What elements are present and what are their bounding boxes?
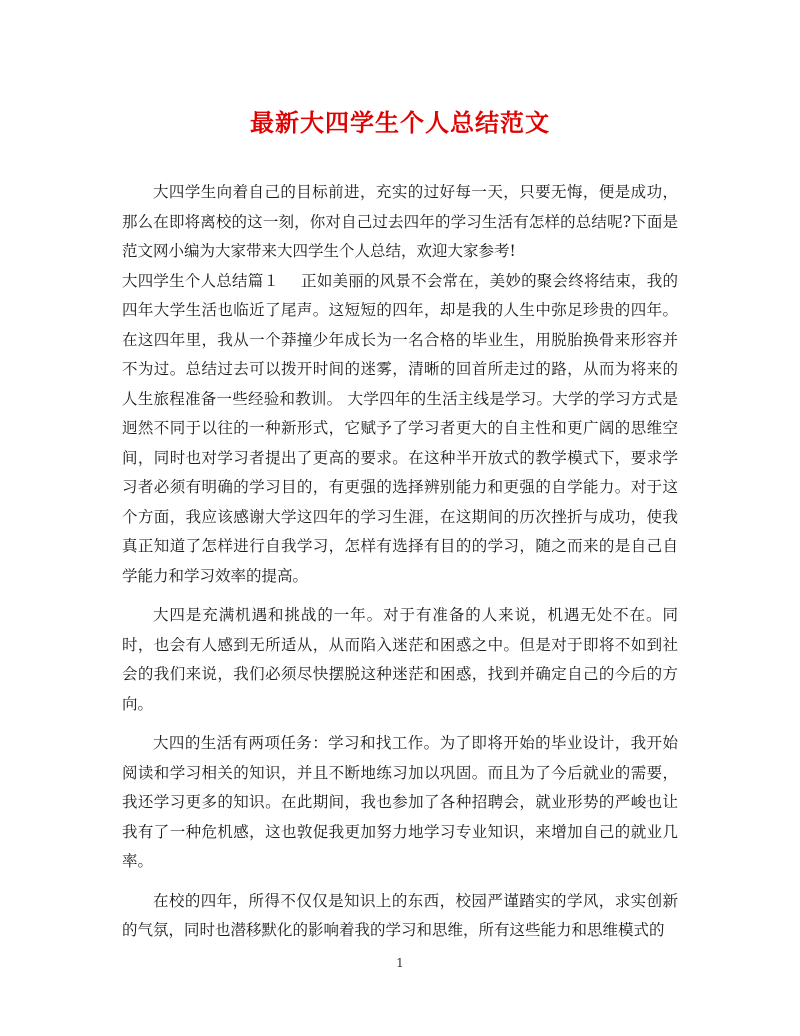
document-body	[122, 178, 678, 946]
paragraph-2: 大四是充满机遇和挑战的一年。对于有准备的人来说，机遇无处不在。同时，也会有人感到无所适从，从而陷入迷茫和困惑之中。但是对于即将不如到社会的我们来说，我们必须尽快摆脱这种迷茫和困惑，找到并确定自己的今后的方向。	[122, 606, 678, 713]
intro-paragraph: 大四学生向着自己的目标前进，充实的过好每一天，只要无悔，便是成功，那么在即将离校的这一刻，你对自己过去四年的学习生活有怎样的总结呢?下面是范文网小编为大家带来大四学生个人总结，欢迎大家参考!	[122, 183, 678, 260]
section-paragraph-1	[122, 267, 678, 592]
section-heading: 大四学生个人总结篇１	[122, 271, 280, 290]
document-title: 最新大四学生个人总结范文	[250, 108, 550, 137]
paragraph-3: 大四的生活有两项任务：学习和找工作。为了即将开始的毕业设计，我开始阅读和学习相关的知识，并且不断地练习加以巩固。而且为了今后就业的需要，我还学习更多的知识。在此期间，我也参加了各种招聘会，就业形势的严峻也让我有了一种危机感，这也敦促我更加努力地学习专业知识，来增加自己的就业几率。	[122, 734, 678, 870]
paragraph-4: 在校的四年，所得不仅仅是知识上的东西，校园严谨踏实的学风，求实创新的气氛，同时也潜移默化的影响着我的学习和思维，所有这些能力和思维模式的	[122, 891, 678, 939]
page-number: 1	[396, 956, 404, 970]
paragraph-1-text: 正如美丽的风景不会常在，美妙的聚会终将结束，我的四年大学生活也临近了尾声。这短短的四年，却是我的人生中弥足珍贵的四年。在这四年里，我从一个莽撞少年成长为一名合格的毕业生，用脱胎换骨来形容并不为过。总结过去可以拨开时间的迷雾，清晰的回首所走过的路，从而为将来的人生旅程准备一些经验和教训。 大学四年的生活主线是学习。大学的学习方式是迥然不同于以往的一种新形式，它赋予了学习者更大的自主性和更广阔的思维空间，同时也对学习者提出了更高的要求。在这种半开放式的教学模式下，要求学习者必须有明确的学习目的，有更强的选择辨别能力和更强的自学能力。对于这个方面，我应该感谢大学这四年的学习生涯，在这期间的历次挫折与成功，使我真正知道了怎样进行自我学习，怎样有选择有目的的学习，随之而来的是自己自学能力和学习效率的提高。	[122, 271, 678, 585]
